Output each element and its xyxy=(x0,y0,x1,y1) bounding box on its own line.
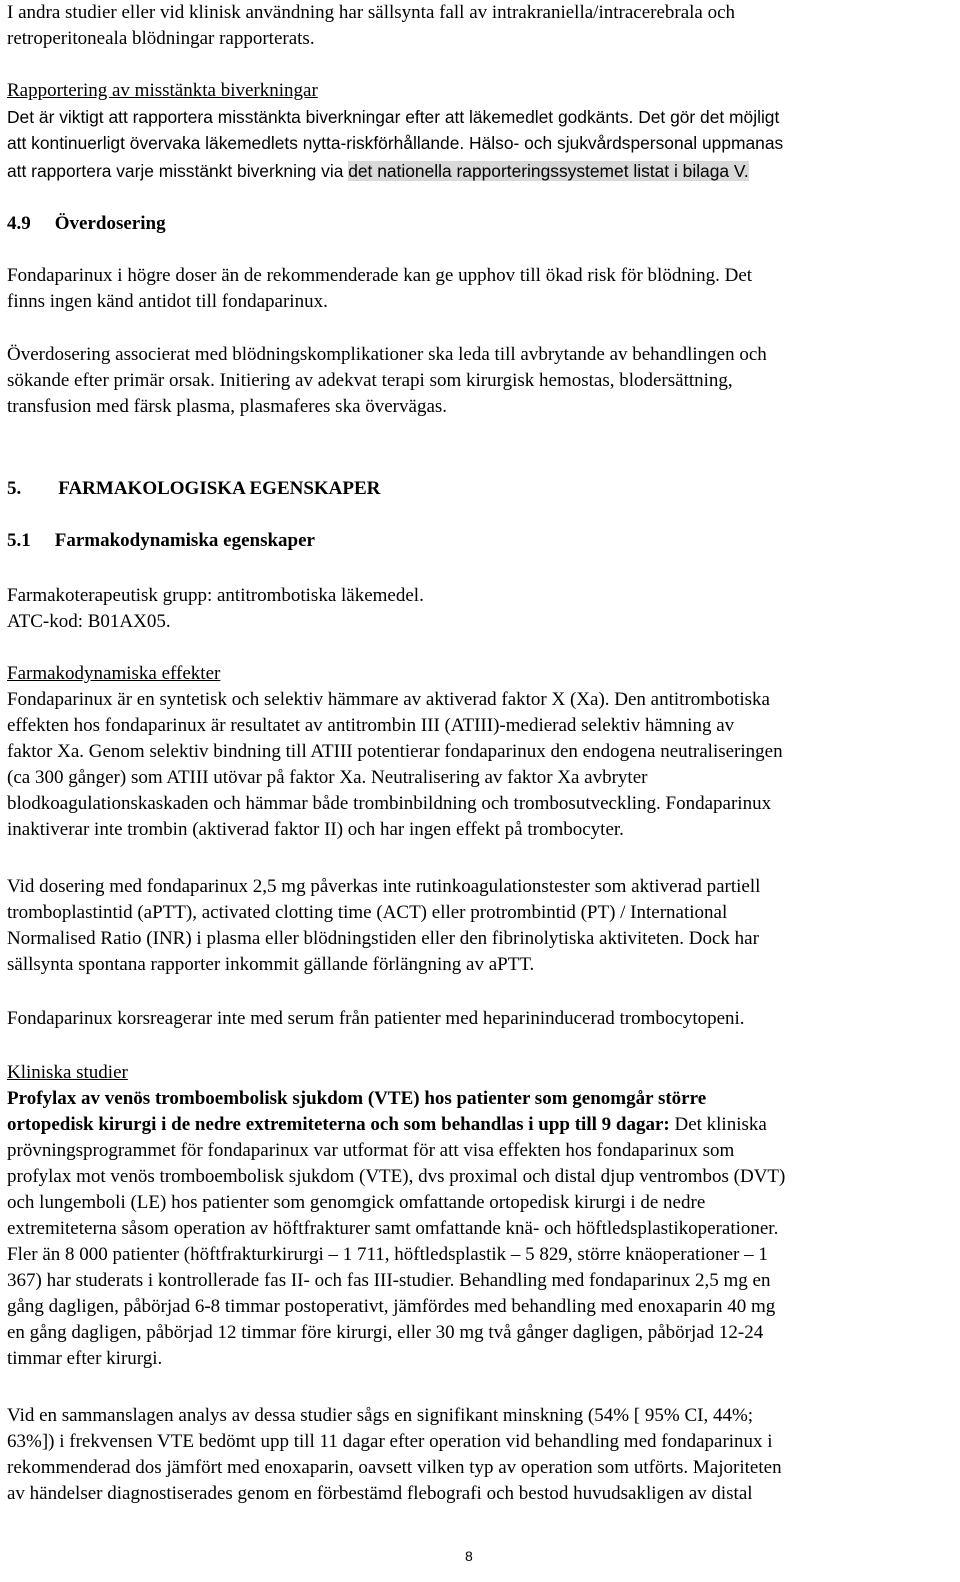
effects-p1-line-1: Fondaparinux är en syntetisk och selektiv hämmare av aktiverad faktor X (Xa). Den antitrombotiska xyxy=(7,689,770,710)
section-5-number: 5. xyxy=(7,478,22,499)
clinical-bold-line-1: Profylax av venös tromboembolisk sjukdom (VTE) hos patienter som genomgår större xyxy=(7,1088,707,1109)
overdose-p1-line-1: Fondaparinux i högre doser än de rekommenderade kan ge upphov till ökad risk för blödning. Det xyxy=(7,265,753,286)
atc-code: ATC-kod: B01AX05. xyxy=(7,611,171,632)
effects-p2-line-1: Vid dosering med fondaparinux 2,5 mg påverkas inte rutinkoagulationstester som aktiverad partiell xyxy=(7,876,761,897)
clinical-p2-line-4: av händelser diagnostiserades genom en förbestämd flebografi och bestod huvudsakligen av distal xyxy=(7,1483,753,1504)
overdose-p2-line-1: Överdosering associerat med blödningskomplikationer ska leda till avbrytande av behandlingen och xyxy=(7,344,767,365)
clinical-bold-line-2: ortopedisk kirurgi i de nedre extremiteterna och som behandlas i upp till 9 dagar: xyxy=(7,1114,670,1135)
effects-p1-line-3: faktor Xa. Genom selektiv bindning till ATIII potentierar fondaparinux den endogena neutraliseringen xyxy=(7,741,783,762)
clinical-p1-line-4: extremiteterna såsom operation av höftfrakturer samt omfattande knä- och höftledsplastikoperationer. xyxy=(7,1218,779,1239)
therapeutic-group: Farmakoterapeutisk grupp: antitrombotiska läkemedel. xyxy=(7,585,424,606)
effects-p1-line-5: blodkoagulationskaskaden och hämmar både trombinbildning och trombosutveckling. Fondaparinux xyxy=(7,793,772,814)
section-5-1-heading xyxy=(7,528,315,554)
section-5-heading xyxy=(7,476,380,502)
section-5-1-title: Farmakodynamiska egenskaper xyxy=(54,530,315,551)
clinical-p1-line-5: Fler än 8 000 patienter (höftfrakturkirurgi – 1 711, höftledsplastik – 5 829, större knäoperationer – 1 xyxy=(7,1244,768,1265)
reporting-system-highlight: det nationella rapporteringssystemet listat i bilaga V. xyxy=(348,161,749,181)
page-number: 8 xyxy=(465,1548,473,1564)
clinical-p2-line-1: Vid en sammanslagen analys av dessa studier sågs en signifikant minskning (54% [ 95% CI, 44%; xyxy=(7,1405,754,1426)
reporting-line-3 xyxy=(7,158,749,184)
overdose-p2-line-2: sökande efter primär orsak. Initiering av adekvat terapi som kirurgisk hemostas, blodersättning, xyxy=(7,370,733,391)
clinical-p1-line-1: prövningsprogrammet för fondaparinux var utformat för att visa effekten hos fondaparinux som xyxy=(7,1140,735,1161)
clinical-line-2 xyxy=(7,1112,767,1138)
reporting-line-2: att kontinuerligt övervaka läkemedlets nytta-riskförhållande. Hälso- och sjukvårdspersonal uppmanas xyxy=(7,133,784,153)
adverse-intro-line-1: I andra studier eller vid klinisk användning har sällsynta fall av intrakraniella/intracerebrala och xyxy=(7,2,736,23)
effects-p1-line-4: (ca 300 gånger) som ATIII utövar på faktor Xa. Neutralisering av faktor Xa avbryter xyxy=(7,767,648,788)
reporting-line-1: Det är viktigt att rapportera misstänkta biverkningar efter att läkemedlet godkänts. Det gör det möjligt xyxy=(7,107,780,127)
clinical-line-2-rest: Det kliniska xyxy=(669,1114,767,1135)
overdose-p1-line-2: finns ingen känd antidot till fondaparinux. xyxy=(7,291,328,312)
effects-p2-line-4: sällsynta spontana rapporter inkommit gällande förlängning av aPTT. xyxy=(7,954,535,975)
clinical-p1-line-2: profylax mot venös tromboembolisk sjukdom (VTE), dvs proximal och distal djup ventrombos (DVT) xyxy=(7,1166,786,1187)
reporting-line-3-prefix: att rapportera varje misstänkt biverkning via xyxy=(7,161,349,181)
overdose-p2-line-3: transfusion med färsk plasma, plasmaferes ska övervägas. xyxy=(7,396,448,417)
effects-p2-line-3: Normalised Ratio (INR) i plasma eller blödningstiden eller den fibrinolytiska aktiviteten. Dock har xyxy=(7,928,759,949)
section-4-9-heading xyxy=(7,211,166,237)
clinical-p1-line-8: en gång dagligen, påbörjad 12 timmar före kirurgi, eller 30 mg två gånger dagligen, påbörjad 12-24 xyxy=(7,1322,764,1343)
clinical-p1-line-9: timmar efter kirurgi. xyxy=(7,1348,163,1369)
effects-p3: Fondaparinux korsreagerar inte med serum från patienter med heparininducerad trombocytopeni. xyxy=(7,1008,745,1029)
section-4-9-number: 4.9 xyxy=(7,213,31,234)
clinical-heading: Kliniska studier xyxy=(7,1062,128,1083)
clinical-p2-line-3: rekommenderad dos jämfört med enoxaparin, oavsett vilken typ av operation som utförts. Majoriteten xyxy=(7,1457,782,1478)
clinical-p1-line-6: 367) har studerats i kontrollerade fas II- och fas III-studier. Behandling med fondaparinux 2,5 mg en xyxy=(7,1270,771,1291)
effects-p2-line-2: tromboplastintid (aPTT), activated clotting time (ACT) eller protrombintid (PT) / International xyxy=(7,902,728,923)
reporting-heading: Rapportering av misstänkta biverkningar xyxy=(7,80,318,101)
adverse-intro-line-2: retroperitoneala blödningar rapporterats. xyxy=(7,28,315,49)
clinical-p2-line-2: 63%]) i frekvensen VTE bedömt upp till 11 dagar efter operation vid behandling med fondaparinux i xyxy=(7,1431,773,1452)
clinical-p1-line-7: gång dagligen, påbörjad 6-8 timmar postoperativt, jämfördes med behandling med enoxaparin 40 mg xyxy=(7,1296,776,1317)
effects-p1-line-2: effekten hos fondaparinux är resultatet av antitrombin III (ATIII)-medierad selektiv hämning av xyxy=(7,715,735,736)
effects-p1-line-6: inaktiverar inte trombin (aktiverad faktor II) och har ingen effekt på trombocyter. xyxy=(7,819,624,840)
clinical-p1-line-3: och lungemboli (LE) hos patienter som genomgick omfattande ortopedisk kirurgi i de nedre xyxy=(7,1192,706,1213)
section-4-9-title: Överdosering xyxy=(54,213,166,234)
effects-heading: Farmakodynamiska effekter xyxy=(7,663,221,684)
section-5-title: FARMAKOLOGISKA EGENSKAPER xyxy=(58,478,381,499)
section-5-1-number: 5.1 xyxy=(7,530,31,551)
